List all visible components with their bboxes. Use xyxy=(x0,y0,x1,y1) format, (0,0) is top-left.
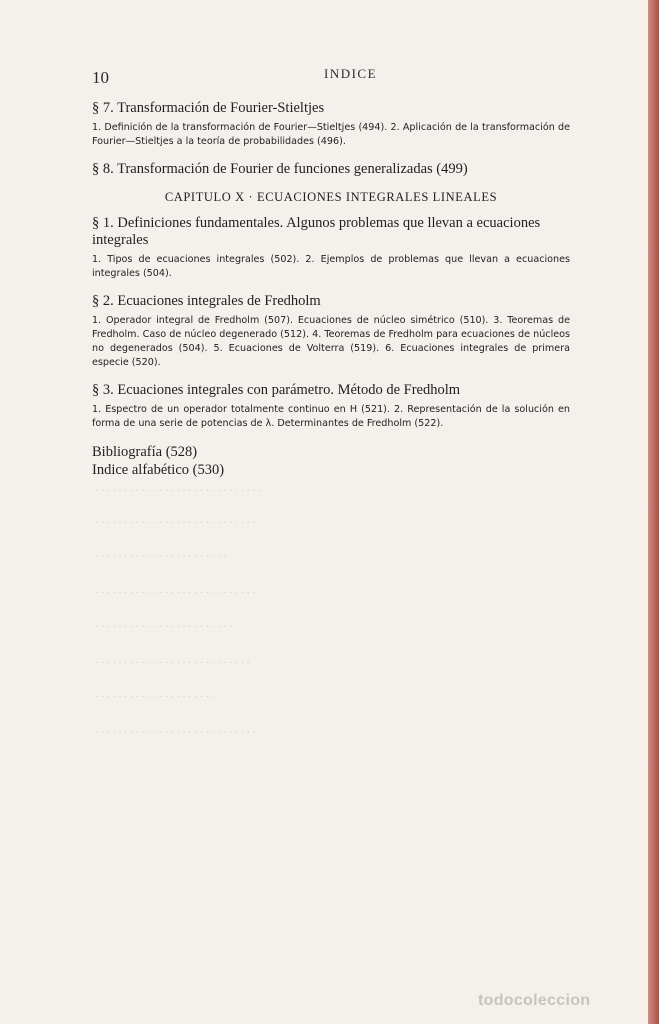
table-of-contents xyxy=(92,100,570,479)
section-title: § 7. Transformación de Fourier-Stieltjes xyxy=(92,100,325,116)
bibliography-entry: Bibliografía (528) xyxy=(92,444,198,460)
toc-entry xyxy=(92,100,570,149)
running-title: INDICE xyxy=(324,66,378,81)
toc-entry xyxy=(92,293,570,370)
section-title: § 3. Ecuaciones integrales con parámetro. Método de Fredholm xyxy=(92,382,461,398)
section-title: § 2. Ecuaciones integrales de Fredholm xyxy=(92,293,321,309)
book-cover-edge xyxy=(648,0,659,1024)
subsection-list: 1. Operador integral de Fredholm (507). Ecuaciones de núcleo simétrico (510). 3. Teoremas de Fredholm. Caso de núcleo degenerado (512). 4. Teoremas de Fredholm para ecuaciones de núcleos no degenerados (504). 5. Ecuaciones de Volterra (519). 6. Ecuaciones integrales de primera especie (520). xyxy=(92,315,570,368)
subsection-list: 1. Definición de la transformación de Fourier—Stieltjes (494). 2. Aplicación de la transformación de Fourier—Stieltjes a la teoría de probabilidades (496). xyxy=(92,122,570,147)
watermark: todocoleccion xyxy=(478,992,591,1009)
page-number: 10 xyxy=(92,68,109,87)
bleed-through-text: · · · · · · · · · · · · · · · · · · · · · · · · · · · · · · · · · · · · · · · · · · · · · · · · · · · · · · · · · · · · · · · · · · · · · · · · · · · · · · · · · · · · · · · · · · · · · · · · · · · · · · · · · · · · · · · · · · · · · · · · · · · · · · · · · · · · · · · · · · · · · · · · · · · · · · · · · · · · · · · · · · · · · · · · · · · · · · · · · · · · · · · · · · · · · · · · · · · · · · · · · · · · · · · · xyxy=(95,486,262,739)
subsection-list: 1. Espectro de un operador totalmente continuo en H (521). 2. Representación de la solución en forma de una serie de potencias de λ. Determinantes de Fredholm (522). xyxy=(92,404,570,429)
index-entry: Indice alfabético (530) xyxy=(92,462,225,478)
section-title: § 1. Definiciones fundamentales. Algunos problemas que llevan a ecuaciones integrales xyxy=(92,215,541,248)
chapter-heading: CAPITULO X · ECUACIONES INTEGRALES LINEALES xyxy=(164,190,498,204)
subsection-list: 1. Tipos de ecuaciones integrales (502). 2. Ejemplos de problemas que llevan a ecuaciones integrales (504). xyxy=(92,254,570,279)
page-header xyxy=(92,64,572,86)
toc-entry xyxy=(92,215,570,281)
toc-entry xyxy=(92,161,570,178)
toc-entry xyxy=(92,382,570,431)
section-title: § 8. Transformación de Fourier de funciones generalizadas (499) xyxy=(92,161,468,177)
